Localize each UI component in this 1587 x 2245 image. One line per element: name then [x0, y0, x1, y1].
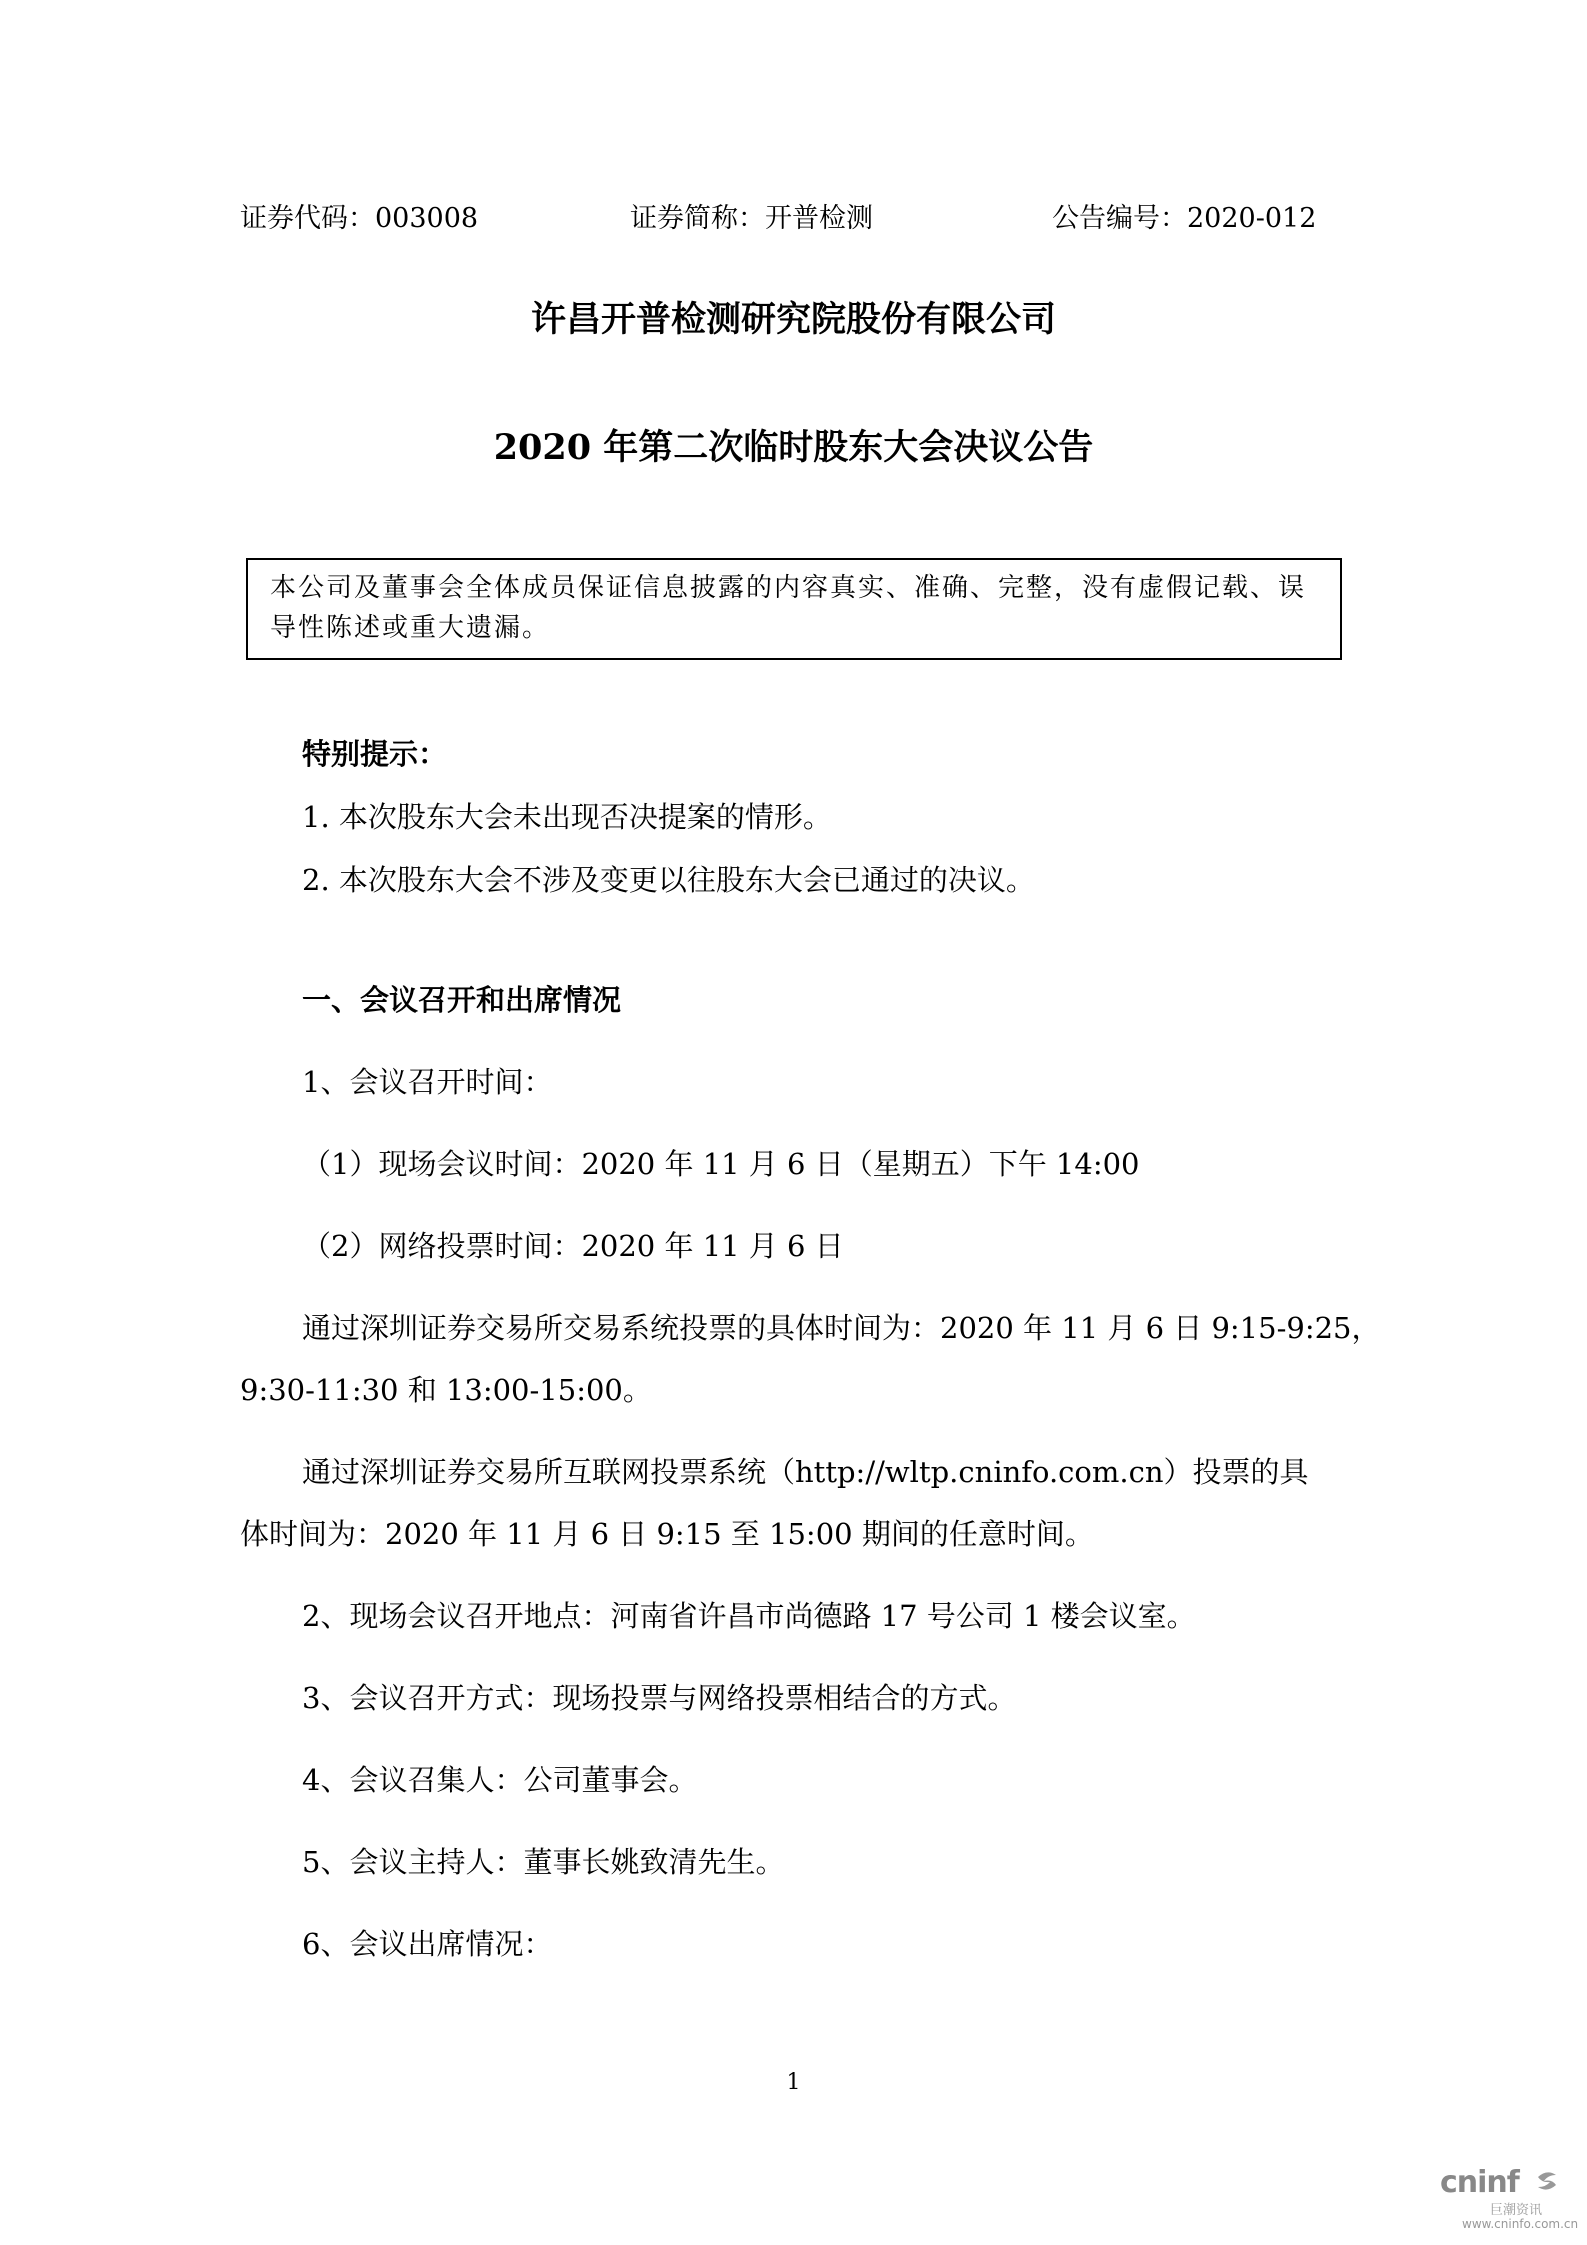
watermark-url: www.cninfo.com.cn	[1462, 2217, 1579, 2231]
paragraph-attendance: 6、会议出席情况：	[302, 1927, 553, 1961]
paragraph-chair: 5、会议主持人：董事长姚致清先生。	[302, 1845, 785, 1879]
paragraph-convener: 4、会议召集人：公司董事会。	[302, 1763, 698, 1797]
announcement-title: 2020 年第二次临时股东大会决议公告	[493, 427, 1094, 468]
watermark-sub: 巨潮资讯	[1490, 2203, 1543, 2218]
stock-short-name: 证券简称：开普检测	[630, 203, 873, 234]
special-notice-item-1: 1. 本次股东大会未出现否决提案的情形。	[302, 800, 832, 834]
special-notice-heading: 特别提示：	[302, 737, 448, 771]
stock-code: 证券代码：003008	[240, 203, 479, 234]
paragraph-meeting-time: 1、会议召开时间：	[302, 1065, 553, 1099]
paragraph-onsite-time: （1）现场会议时间：2020 年 11 月 6 日（星期五）下午 14:00	[302, 1147, 1140, 1181]
paragraph-online-time: （2）网络投票时间：2020 年 11 月 6 日	[302, 1229, 844, 1263]
paragraph-venue: 2、现场会议召开地点：河南省许昌市尚德路 17 号公司 1 楼会议室。	[302, 1599, 1196, 1633]
paragraph-method: 3、会议召开方式：现场投票与网络投票相结合的方式。	[302, 1681, 1017, 1715]
cninfo-watermark-logo	[1440, 2165, 1579, 2231]
paragraph-internet-system-line1: 通过深圳证券交易所互联网投票系统（http://wltp.cninfo.com.cn）投票的具	[302, 1455, 1309, 1489]
section-heading: 一、会议召开和出席情况	[302, 983, 622, 1017]
paragraph-trading-system-line2: 9:30-11:30 和 13:00-15:00。	[240, 1373, 652, 1407]
page-number: 1	[786, 2070, 801, 2095]
paragraph-internet-system-line2: 体时间为：2020 年 11 月 6 日 9:15 至 15:00 期间的任意时间。	[240, 1517, 1094, 1551]
cninfo-swirl-icon	[1534, 2167, 1560, 2197]
paragraph-trading-system-line1: 通过深圳证券交易所交易系统投票的具体时间为：2020 年 11 月 6 日 9:15-9:25，	[302, 1311, 1381, 1345]
special-notice-item-2: 2. 本次股东大会不涉及变更以往股东大会已通过的决议。	[302, 863, 1035, 897]
company-title: 许昌开普检测研究院股份有限公司	[530, 299, 1056, 340]
disclaimer-box: 本公司及董事会全体成员保证信息披露的内容真实、准确、完整，没有虚假记载、误导性陈述或重大遗漏。	[246, 558, 1342, 660]
notice-number: 公告编号：2020-012	[1052, 203, 1317, 234]
watermark-word: cninf	[1440, 2165, 1519, 2200]
